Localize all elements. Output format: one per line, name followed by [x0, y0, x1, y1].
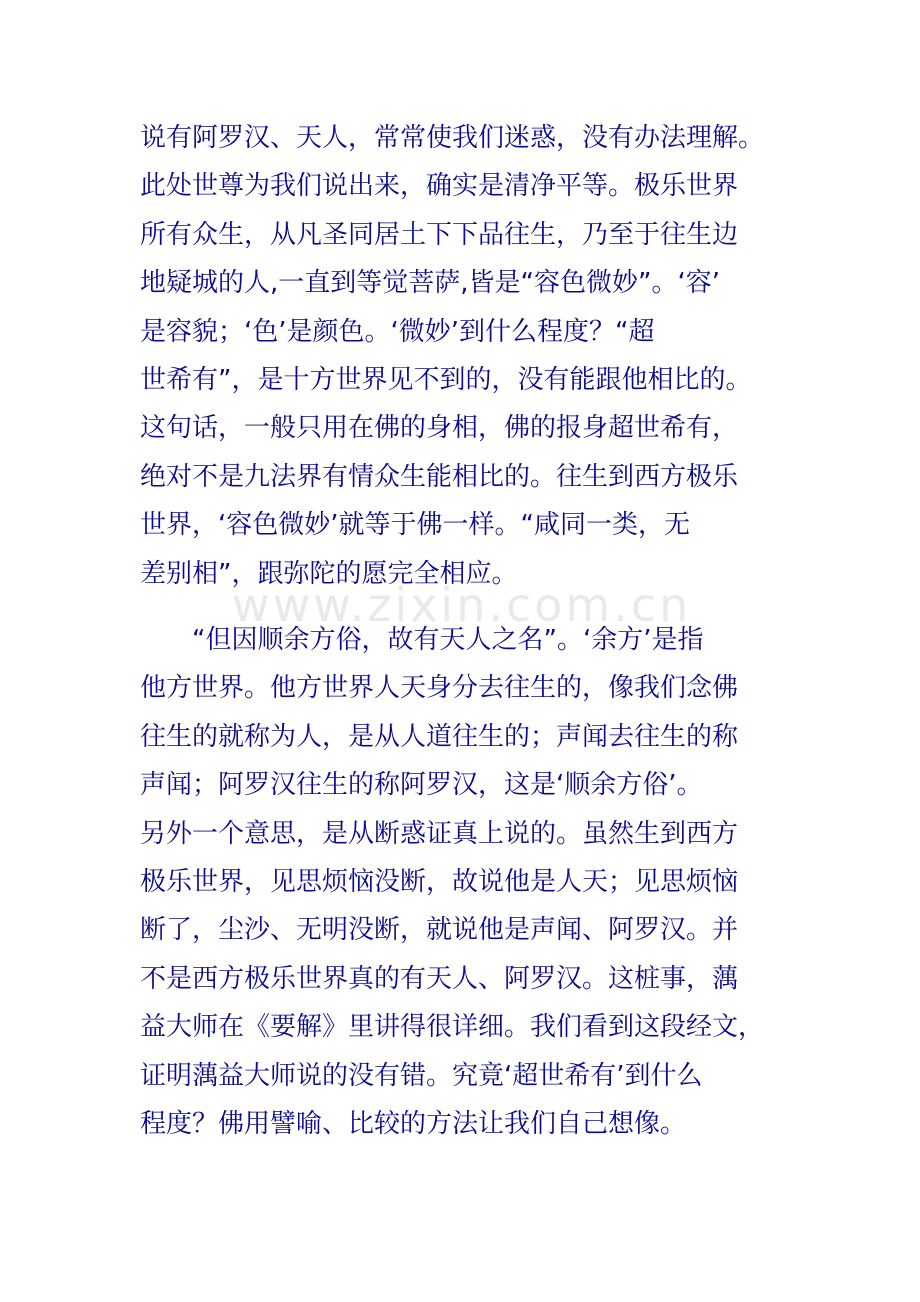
text-line: 这句话，一般只用在佛的身相，佛的报身超世希有， — [140, 413, 739, 444]
watermark: www.zixin.com.cn — [232, 578, 692, 632]
text-line: 不是西方极乐世界真的有天人、阿罗汉。这桩事，蕅 — [140, 963, 739, 994]
text-line: 他方世界。他方世界人天身分去往生的，像我们念佛 — [140, 673, 739, 704]
text-line: 世界，‘容色微妙’就等于佛一样。“咸同一类，无 — [140, 510, 690, 541]
text-line: 地疑城的人,一直到等觉菩萨,皆是“容色微妙”。‘容’ — [140, 268, 720, 299]
text-line: 益大师在《要解》里讲得很详细。我们看到这段经文， — [140, 1012, 765, 1043]
paragraph-1 — [140, 114, 780, 598]
paragraph-2 — [140, 616, 780, 1148]
text-line: 差别相”，跟弥陀的愿完全相应。 — [140, 558, 518, 589]
text-line: 极乐世界，见思烦恼没断，故说他是人天；见思烦恼 — [140, 866, 739, 897]
text-line: 说有阿罗汉、天人，常常使我们迷惑，没有办法理解。 — [140, 123, 765, 153]
text-line: 证明蕅益大师说的没有错。究竟‘超世希有’到什么 — [140, 1060, 703, 1091]
text-line: 声闻；阿罗汉往生的称阿罗汉，这是‘顺余方俗’。 — [140, 770, 703, 801]
text-line: 是容貌；‘色’是颜色。‘微妙’到什么程度？“超 — [140, 316, 655, 347]
text-line: “但因顺余方俗，故有天人之名”。‘余方’是指 — [140, 625, 704, 655]
text-line: 绝对不是九法界有情众生能相比的。往生到西方极乐 — [140, 461, 739, 492]
text-line: 所有众生，从凡圣同居土下下品往生，乃至于往生边 — [140, 219, 739, 250]
text-line: 另外一个意思，是从断惑证真上说的。虽然生到西方 — [140, 818, 739, 849]
text-line: 此处世尊为我们说出来，确实是清净平等。极乐世界 — [140, 171, 739, 202]
text-line: 世希有”，是十方世界见不到的，没有能跟他相比的。 — [140, 364, 752, 395]
text-line: 程度？佛用譬喻、比较的方法让我们自己想像。 — [140, 1108, 687, 1139]
text-line: 往生的就称为人，是从人道往生的；声闻去往生的称 — [140, 721, 739, 752]
text-line: 断了，尘沙、无明没断，就说他是声闻、阿罗汉。并 — [140, 915, 739, 946]
